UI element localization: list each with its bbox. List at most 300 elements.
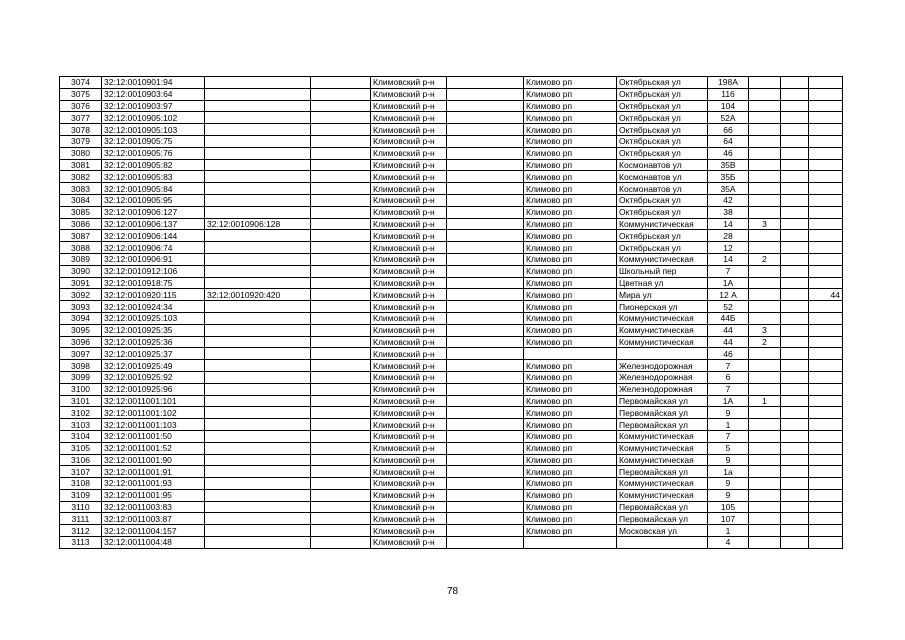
blank-cell <box>311 478 371 490</box>
locality-cell: Климово рп <box>524 159 617 171</box>
locality-cell: Климово рп <box>524 442 617 454</box>
district-cell: Климовский р-н <box>371 395 447 407</box>
cadastral-number-cell: 32:12:0010905:75 <box>102 135 205 147</box>
row-number-cell: 3081 <box>60 159 102 171</box>
blank-cell <box>311 371 371 383</box>
blank-cell <box>781 171 809 183</box>
extra-value-cell <box>809 112 843 124</box>
house-cell: 1А <box>708 395 749 407</box>
street-cell: Октябрьская ул <box>617 124 708 136</box>
street-cell <box>617 537 708 549</box>
related-cadastral-cell <box>205 442 311 454</box>
blank-cell <box>311 88 371 100</box>
house-cell: 116 <box>708 88 749 100</box>
street-cell: Октябрьская ул <box>617 206 708 218</box>
street-cell: Первомайская ул <box>617 395 708 407</box>
row-number-cell: 3077 <box>60 112 102 124</box>
extra-value-cell <box>809 430 843 442</box>
district-cell: Климовский р-н <box>371 371 447 383</box>
blank-cell <box>781 442 809 454</box>
blank-cell <box>447 360 524 372</box>
house-cell: 104 <box>708 100 749 112</box>
blank-cell <box>447 525 524 537</box>
street-cell: Коммунистическая <box>617 218 708 230</box>
district-cell: Климовский р-н <box>371 301 447 313</box>
row-number-cell: 3091 <box>60 277 102 289</box>
table-row <box>60 489 843 501</box>
row-number-cell: 3107 <box>60 466 102 478</box>
locality-cell: Климово рп <box>524 206 617 218</box>
related-cadastral-cell: 32:12:0010906:128 <box>205 218 311 230</box>
row-number-cell: 3084 <box>60 194 102 206</box>
extra-value-cell <box>809 194 843 206</box>
related-cadastral-cell <box>205 348 311 360</box>
apartment-cell <box>749 206 781 218</box>
related-cadastral-cell <box>205 124 311 136</box>
related-cadastral-cell: 32:12:0010920:420 <box>205 289 311 301</box>
house-cell: 105 <box>708 501 749 513</box>
related-cadastral-cell <box>205 324 311 336</box>
cadastral-number-cell: 32:12:0011001:50 <box>102 430 205 442</box>
table-row <box>60 301 843 313</box>
cadastral-number-cell: 32:12:0010906:91 <box>102 253 205 265</box>
blank-cell <box>447 489 524 501</box>
house-cell: 107 <box>708 513 749 525</box>
table-row <box>60 135 843 147</box>
blank-cell <box>311 383 371 395</box>
table-row <box>60 194 843 206</box>
house-cell: 35А <box>708 183 749 195</box>
apartment-cell <box>749 454 781 466</box>
house-cell: 44 <box>708 324 749 336</box>
house-cell: 7 <box>708 383 749 395</box>
blank-cell <box>447 147 524 159</box>
related-cadastral-cell <box>205 206 311 218</box>
apartment-cell <box>749 112 781 124</box>
house-cell: 12 А <box>708 289 749 301</box>
cadastral-number-cell: 32:12:0010920:115 <box>102 289 205 301</box>
district-cell: Климовский р-н <box>371 383 447 395</box>
row-number-cell: 3112 <box>60 525 102 537</box>
table-row <box>60 454 843 466</box>
blank-cell <box>311 183 371 195</box>
row-number-cell: 3087 <box>60 230 102 242</box>
locality-cell: Климово рп <box>524 478 617 490</box>
extra-value-cell <box>809 171 843 183</box>
house-cell: 6 <box>708 371 749 383</box>
house-cell: 52 <box>708 301 749 313</box>
extra-value-cell <box>809 336 843 348</box>
blank-cell <box>447 230 524 242</box>
cadastral-number-cell: 32:12:0010918:75 <box>102 277 205 289</box>
blank-cell <box>447 407 524 419</box>
table-row <box>60 430 843 442</box>
cadastral-number-cell: 32:12:0010925:37 <box>102 348 205 360</box>
blank-cell <box>311 301 371 313</box>
house-cell: 1 <box>708 525 749 537</box>
blank-cell <box>447 171 524 183</box>
locality-cell: Климово рп <box>524 124 617 136</box>
blank-cell <box>447 419 524 431</box>
blank-cell <box>447 206 524 218</box>
blank-cell <box>311 194 371 206</box>
blank-cell <box>781 265 809 277</box>
blank-cell <box>447 265 524 277</box>
apartment-cell <box>749 442 781 454</box>
related-cadastral-cell <box>205 135 311 147</box>
cadastral-number-cell: 32:12:0010925:96 <box>102 383 205 395</box>
related-cadastral-cell <box>205 265 311 277</box>
table-row <box>60 383 843 395</box>
locality-cell: Климово рп <box>524 253 617 265</box>
blank-cell <box>311 206 371 218</box>
district-cell: Климовский р-н <box>371 88 447 100</box>
row-number-cell: 3105 <box>60 442 102 454</box>
registry-table <box>59 76 843 549</box>
blank-cell <box>781 230 809 242</box>
blank-cell <box>447 194 524 206</box>
blank-cell <box>781 324 809 336</box>
blank-cell <box>311 265 371 277</box>
locality-cell: Климово рп <box>524 419 617 431</box>
blank-cell <box>311 537 371 549</box>
blank-cell <box>311 100 371 112</box>
extra-value-cell <box>809 466 843 478</box>
house-cell: 7 <box>708 360 749 372</box>
extra-value-cell: 44 <box>809 289 843 301</box>
table-row <box>60 88 843 100</box>
locality-cell: Климово рп <box>524 171 617 183</box>
extra-value-cell <box>809 371 843 383</box>
street-cell: Коммунистическая <box>617 430 708 442</box>
district-cell: Климовский р-н <box>371 478 447 490</box>
blank-cell <box>311 442 371 454</box>
blank-cell <box>311 159 371 171</box>
blank-cell <box>311 218 371 230</box>
row-number-cell: 3089 <box>60 253 102 265</box>
blank-cell <box>311 171 371 183</box>
blank-cell <box>447 478 524 490</box>
locality-cell: Климово рп <box>524 265 617 277</box>
house-cell: 12 <box>708 242 749 254</box>
street-cell: Цветная ул <box>617 277 708 289</box>
extra-value-cell <box>809 312 843 324</box>
district-cell: Климовский р-н <box>371 489 447 501</box>
house-cell: 5 <box>708 442 749 454</box>
apartment-cell: 3 <box>749 324 781 336</box>
related-cadastral-cell <box>205 336 311 348</box>
house-cell: 28 <box>708 230 749 242</box>
blank-cell <box>781 454 809 466</box>
related-cadastral-cell <box>205 301 311 313</box>
blank-cell <box>781 147 809 159</box>
blank-cell <box>781 419 809 431</box>
table-row <box>60 407 843 419</box>
district-cell: Климовский р-н <box>371 242 447 254</box>
related-cadastral-cell <box>205 253 311 265</box>
apartment-cell <box>749 135 781 147</box>
cadastral-number-cell: 32:12:0011001:102 <box>102 407 205 419</box>
table-row <box>60 159 843 171</box>
apartment-cell: 2 <box>749 253 781 265</box>
table-row <box>60 171 843 183</box>
blank-cell <box>781 501 809 513</box>
blank-cell <box>781 77 809 89</box>
blank-cell <box>447 537 524 549</box>
blank-cell <box>781 301 809 313</box>
related-cadastral-cell <box>205 77 311 89</box>
house-cell: 35Б <box>708 171 749 183</box>
row-number-cell: 3092 <box>60 289 102 301</box>
apartment-cell <box>749 489 781 501</box>
related-cadastral-cell <box>205 454 311 466</box>
house-cell: 7 <box>708 265 749 277</box>
blank-cell <box>447 100 524 112</box>
extra-value-cell <box>809 242 843 254</box>
district-cell: Климовский р-н <box>371 430 447 442</box>
related-cadastral-cell <box>205 312 311 324</box>
cadastral-number-cell: 32:12:0011001:103 <box>102 419 205 431</box>
district-cell: Климовский р-н <box>371 407 447 419</box>
house-cell: 14 <box>708 218 749 230</box>
blank-cell <box>311 513 371 525</box>
locality-cell: Климово рп <box>524 430 617 442</box>
blank-cell <box>781 371 809 383</box>
street-cell: Космонавтов ул <box>617 183 708 195</box>
district-cell: Климовский р-н <box>371 253 447 265</box>
blank-cell <box>447 513 524 525</box>
row-number-cell: 3076 <box>60 100 102 112</box>
extra-value-cell <box>809 478 843 490</box>
extra-value-cell <box>809 419 843 431</box>
related-cadastral-cell <box>205 100 311 112</box>
cadastral-number-cell: 32:12:0010901:94 <box>102 77 205 89</box>
blank-cell <box>447 348 524 360</box>
blank-cell <box>447 124 524 136</box>
house-cell: 66 <box>708 124 749 136</box>
house-cell: 14 <box>708 253 749 265</box>
row-number-cell: 3101 <box>60 395 102 407</box>
apartment-cell: 2 <box>749 336 781 348</box>
cadastral-number-cell: 32:12:0010906:144 <box>102 230 205 242</box>
apartment-cell <box>749 77 781 89</box>
cadastral-number-cell: 32:12:0010903:97 <box>102 100 205 112</box>
cadastral-number-cell: 32:12:0010903:64 <box>102 88 205 100</box>
district-cell: Климовский р-н <box>371 135 447 147</box>
table-row <box>60 466 843 478</box>
cadastral-number-cell: 32:12:0010925:36 <box>102 336 205 348</box>
row-number-cell: 3088 <box>60 242 102 254</box>
blank-cell <box>447 135 524 147</box>
blank-cell <box>781 100 809 112</box>
row-number-cell: 3082 <box>60 171 102 183</box>
street-cell: Коммунистическая <box>617 454 708 466</box>
street-cell: Космонавтов ул <box>617 171 708 183</box>
district-cell: Климовский р-н <box>371 501 447 513</box>
district-cell: Климовский р-н <box>371 124 447 136</box>
apartment-cell <box>749 371 781 383</box>
related-cadastral-cell <box>205 430 311 442</box>
row-number-cell: 3111 <box>60 513 102 525</box>
cadastral-number-cell: 32:12:0010905:82 <box>102 159 205 171</box>
blank-cell <box>311 489 371 501</box>
table-row <box>60 218 843 230</box>
related-cadastral-cell <box>205 501 311 513</box>
apartment-cell <box>749 242 781 254</box>
related-cadastral-cell <box>205 242 311 254</box>
extra-value-cell <box>809 407 843 419</box>
cadastral-number-cell: 32:12:0011004:48 <box>102 537 205 549</box>
row-number-cell: 3099 <box>60 371 102 383</box>
locality-cell: Климово рп <box>524 100 617 112</box>
row-number-cell: 3098 <box>60 360 102 372</box>
table-row <box>60 442 843 454</box>
table-row <box>60 501 843 513</box>
row-number-cell: 3093 <box>60 301 102 313</box>
street-cell <box>617 348 708 360</box>
house-cell: 1 <box>708 419 749 431</box>
related-cadastral-cell <box>205 407 311 419</box>
related-cadastral-cell <box>205 383 311 395</box>
extra-value-cell <box>809 360 843 372</box>
district-cell: Климовский р-н <box>371 348 447 360</box>
cadastral-number-cell: 32:12:0010925:35 <box>102 324 205 336</box>
table-row <box>60 277 843 289</box>
table-row <box>60 348 843 360</box>
district-cell: Климовский р-н <box>371 336 447 348</box>
district-cell: Климовский р-н <box>371 312 447 324</box>
extra-value-cell <box>809 100 843 112</box>
district-cell: Климовский р-н <box>371 147 447 159</box>
row-number-cell: 3108 <box>60 478 102 490</box>
blank-cell <box>781 383 809 395</box>
extra-value-cell <box>809 230 843 242</box>
related-cadastral-cell <box>205 513 311 525</box>
blank-cell <box>311 242 371 254</box>
district-cell: Климовский р-н <box>371 513 447 525</box>
extra-value-cell <box>809 525 843 537</box>
table-row <box>60 253 843 265</box>
locality-cell: Климово рп <box>524 77 617 89</box>
related-cadastral-cell <box>205 466 311 478</box>
extra-value-cell <box>809 277 843 289</box>
apartment-cell <box>749 513 781 525</box>
locality-cell <box>524 348 617 360</box>
blank-cell <box>781 466 809 478</box>
blank-cell <box>781 348 809 360</box>
row-number-cell: 3079 <box>60 135 102 147</box>
street-cell: Коммунистическая <box>617 442 708 454</box>
apartment-cell <box>749 171 781 183</box>
street-cell: Первомайская ул <box>617 466 708 478</box>
street-cell: Коммунистическая <box>617 324 708 336</box>
locality-cell: Климово рп <box>524 194 617 206</box>
apartment-cell <box>749 183 781 195</box>
district-cell: Климовский р-н <box>371 525 447 537</box>
row-number-cell: 3085 <box>60 206 102 218</box>
row-number-cell: 3074 <box>60 77 102 89</box>
house-cell: 38 <box>708 206 749 218</box>
blank-cell <box>311 77 371 89</box>
related-cadastral-cell <box>205 489 311 501</box>
blank-cell <box>447 466 524 478</box>
blank-cell <box>311 147 371 159</box>
row-number-cell: 3110 <box>60 501 102 513</box>
apartment-cell <box>749 383 781 395</box>
cadastral-number-cell: 32:12:0011004:157 <box>102 525 205 537</box>
street-cell: Московская ул <box>617 525 708 537</box>
registry-table-body <box>60 77 843 549</box>
row-number-cell: 3100 <box>60 383 102 395</box>
table-row <box>60 371 843 383</box>
related-cadastral-cell <box>205 88 311 100</box>
blank-cell <box>311 525 371 537</box>
table-row <box>60 395 843 407</box>
related-cadastral-cell <box>205 183 311 195</box>
row-number-cell: 3113 <box>60 537 102 549</box>
blank-cell <box>781 525 809 537</box>
district-cell: Климовский р-н <box>371 112 447 124</box>
blank-cell <box>311 112 371 124</box>
locality-cell: Климово рп <box>524 513 617 525</box>
blank-cell <box>311 466 371 478</box>
row-number-cell: 3083 <box>60 183 102 195</box>
apartment-cell <box>749 147 781 159</box>
blank-cell <box>311 135 371 147</box>
extra-value-cell <box>809 383 843 395</box>
related-cadastral-cell <box>205 537 311 549</box>
street-cell: Первомайская ул <box>617 407 708 419</box>
table-row <box>60 183 843 195</box>
row-number-cell: 3096 <box>60 336 102 348</box>
blank-cell <box>447 77 524 89</box>
blank-cell <box>781 407 809 419</box>
district-cell: Климовский р-н <box>371 206 447 218</box>
house-cell: 46 <box>708 147 749 159</box>
extra-value-cell <box>809 324 843 336</box>
locality-cell: Климово рп <box>524 242 617 254</box>
blank-cell <box>781 513 809 525</box>
cadastral-number-cell: 32:12:0010925:92 <box>102 371 205 383</box>
cadastral-number-cell: 32:12:0010905:102 <box>102 112 205 124</box>
blank-cell <box>781 253 809 265</box>
blank-cell <box>311 253 371 265</box>
related-cadastral-cell <box>205 230 311 242</box>
district-cell: Климовский р-н <box>371 454 447 466</box>
row-number-cell: 3095 <box>60 324 102 336</box>
street-cell: Октябрьская ул <box>617 100 708 112</box>
street-cell: Коммунистическая <box>617 312 708 324</box>
cadastral-number-cell: 32:12:0010925:103 <box>102 312 205 324</box>
locality-cell: Климово рп <box>524 525 617 537</box>
blank-cell <box>781 537 809 549</box>
blank-cell <box>447 383 524 395</box>
locality-cell: Климово рп <box>524 454 617 466</box>
locality-cell: Климово рп <box>524 277 617 289</box>
blank-cell <box>447 218 524 230</box>
district-cell: Климовский р-н <box>371 171 447 183</box>
table-row <box>60 206 843 218</box>
locality-cell: Климово рп <box>524 301 617 313</box>
street-cell: Коммунистическая <box>617 489 708 501</box>
blank-cell <box>781 430 809 442</box>
extra-value-cell <box>809 206 843 218</box>
street-cell: Октябрьская ул <box>617 135 708 147</box>
table-row <box>60 265 843 277</box>
blank-cell <box>311 419 371 431</box>
apartment-cell <box>749 348 781 360</box>
related-cadastral-cell <box>205 371 311 383</box>
